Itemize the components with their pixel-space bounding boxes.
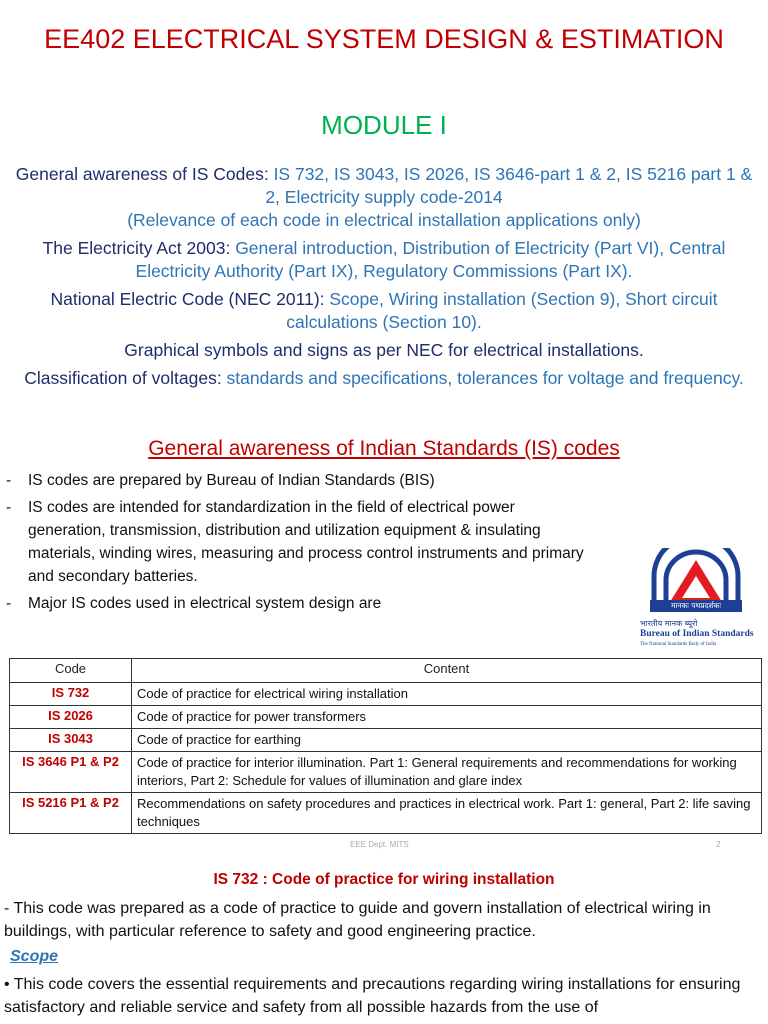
content-cell: Code of practice for electrical wiring installation <box>132 683 762 706</box>
code-cell: IS 3043 <box>10 729 132 752</box>
code-cell: IS 732 <box>10 683 132 706</box>
table-row <box>10 683 762 706</box>
syllabus-block <box>12 163 756 395</box>
table-row <box>10 729 762 752</box>
standards-heading-text: General awareness of Indian Standards (IS) codes <box>148 437 620 460</box>
syllabus-item-text: Scope, Wiring installation (Section 9), Short circuit calculations (Section 10). <box>286 289 718 332</box>
content-cell: Code of practice for earthing <box>132 729 762 752</box>
footer-dept: EEE Dept. MITS <box>350 840 409 849</box>
code-cell: IS 5216 P1 & P2 <box>10 793 132 834</box>
syllabus-item-symbols <box>12 339 756 362</box>
list-item: - IS codes are prepared by Bureau of Indian Standards (BIS) <box>6 472 435 489</box>
syllabus-item-label: National Electric Code (NEC 2011): <box>50 289 330 309</box>
bis-tagline: The National Standards Body of India <box>640 642 717 647</box>
bis-hindi-name: भारतीय मानक ब्यूरो <box>640 619 698 628</box>
content-cell: Code of practice for power transformers <box>132 706 762 729</box>
footer-page-number: 2 <box>716 840 721 849</box>
syllabus-item-text: standards and specifications, tolerances for voltage and frequency. <box>226 368 744 388</box>
section-heading: IS 732 : Code of practice for wiring installation <box>213 871 555 888</box>
list-item-text: IS codes are prepared by Bureau of Indian Standards (BIS) <box>28 472 435 489</box>
table-row <box>10 752 762 793</box>
list-item: - IS codes are intended for standardization in the field of electrical power generation, transmission, distribution and utilization equipment & insulating materials, winding wires, measuring and process control instruments and primary and secondary batteries. <box>6 496 756 588</box>
section-paragraph: - This code was prepared as a code of practice to guide and govern installation of electrical wiring in buildings, with particular reference to safety and good engineering practice. <box>4 900 711 940</box>
scope-heading: Scope <box>10 948 59 965</box>
syllabus-item-voltages <box>12 367 756 390</box>
syllabus-item-note: (Relevance of each code in electrical installation applications only) <box>127 210 641 230</box>
syllabus-item-is-codes <box>12 163 756 232</box>
bis-motto: मानकः पथप्रदर्शकः <box>671 601 721 610</box>
column-header-code: Code <box>10 659 132 683</box>
bis-name: Bureau of Indian Standards <box>640 629 754 639</box>
code-cell: IS 3646 P1 & P2 <box>10 752 132 793</box>
code-cell: IS 2026 <box>10 706 132 729</box>
table-row <box>10 706 762 729</box>
syllabus-item-text: General introduction, Distribution of Electricity (Part VI), Central Electricity Authority (Part IX), Regulatory Commissions (Part IX). <box>135 238 726 281</box>
bis-logo <box>638 548 754 658</box>
syllabus-item-electricity-act <box>12 237 756 283</box>
table-row <box>10 793 762 834</box>
scope-text: • This code covers the essential requirements and precautions regarding wiring installations for ensuring satisfactory and reliable service and safety from all possible hazards from the use of <box>4 976 741 1016</box>
table-header-row <box>10 659 762 683</box>
syllabus-item-label: Graphical symbols and signs as per NEC for electrical installations. <box>124 340 644 360</box>
course-title: EE402 ELECTRICAL SYSTEM DESIGN & ESTIMATION <box>44 24 724 54</box>
list-item-text: Major IS codes used in electrical system design are <box>28 595 382 612</box>
column-header-content: Content <box>132 659 762 683</box>
content-cell: Code of practice for interior illumination. Part 1: General requirements and recommendations for working interiors, Part 2: Schedule for values of illumination and glare index <box>132 752 762 793</box>
list-item-text: IS codes are intended for standardization in the field of electrical power generation, transmission, distribution and utilization equipment & insulating materials, winding wires, measuring and process control instruments and primary and secondary batteries. <box>28 499 584 585</box>
standards-heading <box>0 437 768 461</box>
content-cell: Recommendations on safety procedures and practices in electrical work. Part 1: general, Part 2: life saving techniques <box>132 793 762 834</box>
syllabus-item-label: The Electricity Act 2003: <box>42 238 236 258</box>
syllabus-item-label: Classification of voltages: <box>24 368 227 388</box>
syllabus-item-text: IS 732, IS 3043, IS 2026, IS 3646-part 1 & 2, IS 5216 part 1 & 2, Electricity supply code-2014 <box>265 164 753 207</box>
syllabus-item-label: General awareness of IS Codes: <box>15 164 274 184</box>
list-item: - Major IS codes used in electrical system design are <box>6 595 382 612</box>
syllabus-item-nec <box>12 288 756 334</box>
module-heading: MODULE I <box>321 110 447 140</box>
is-codes-table <box>9 658 762 834</box>
